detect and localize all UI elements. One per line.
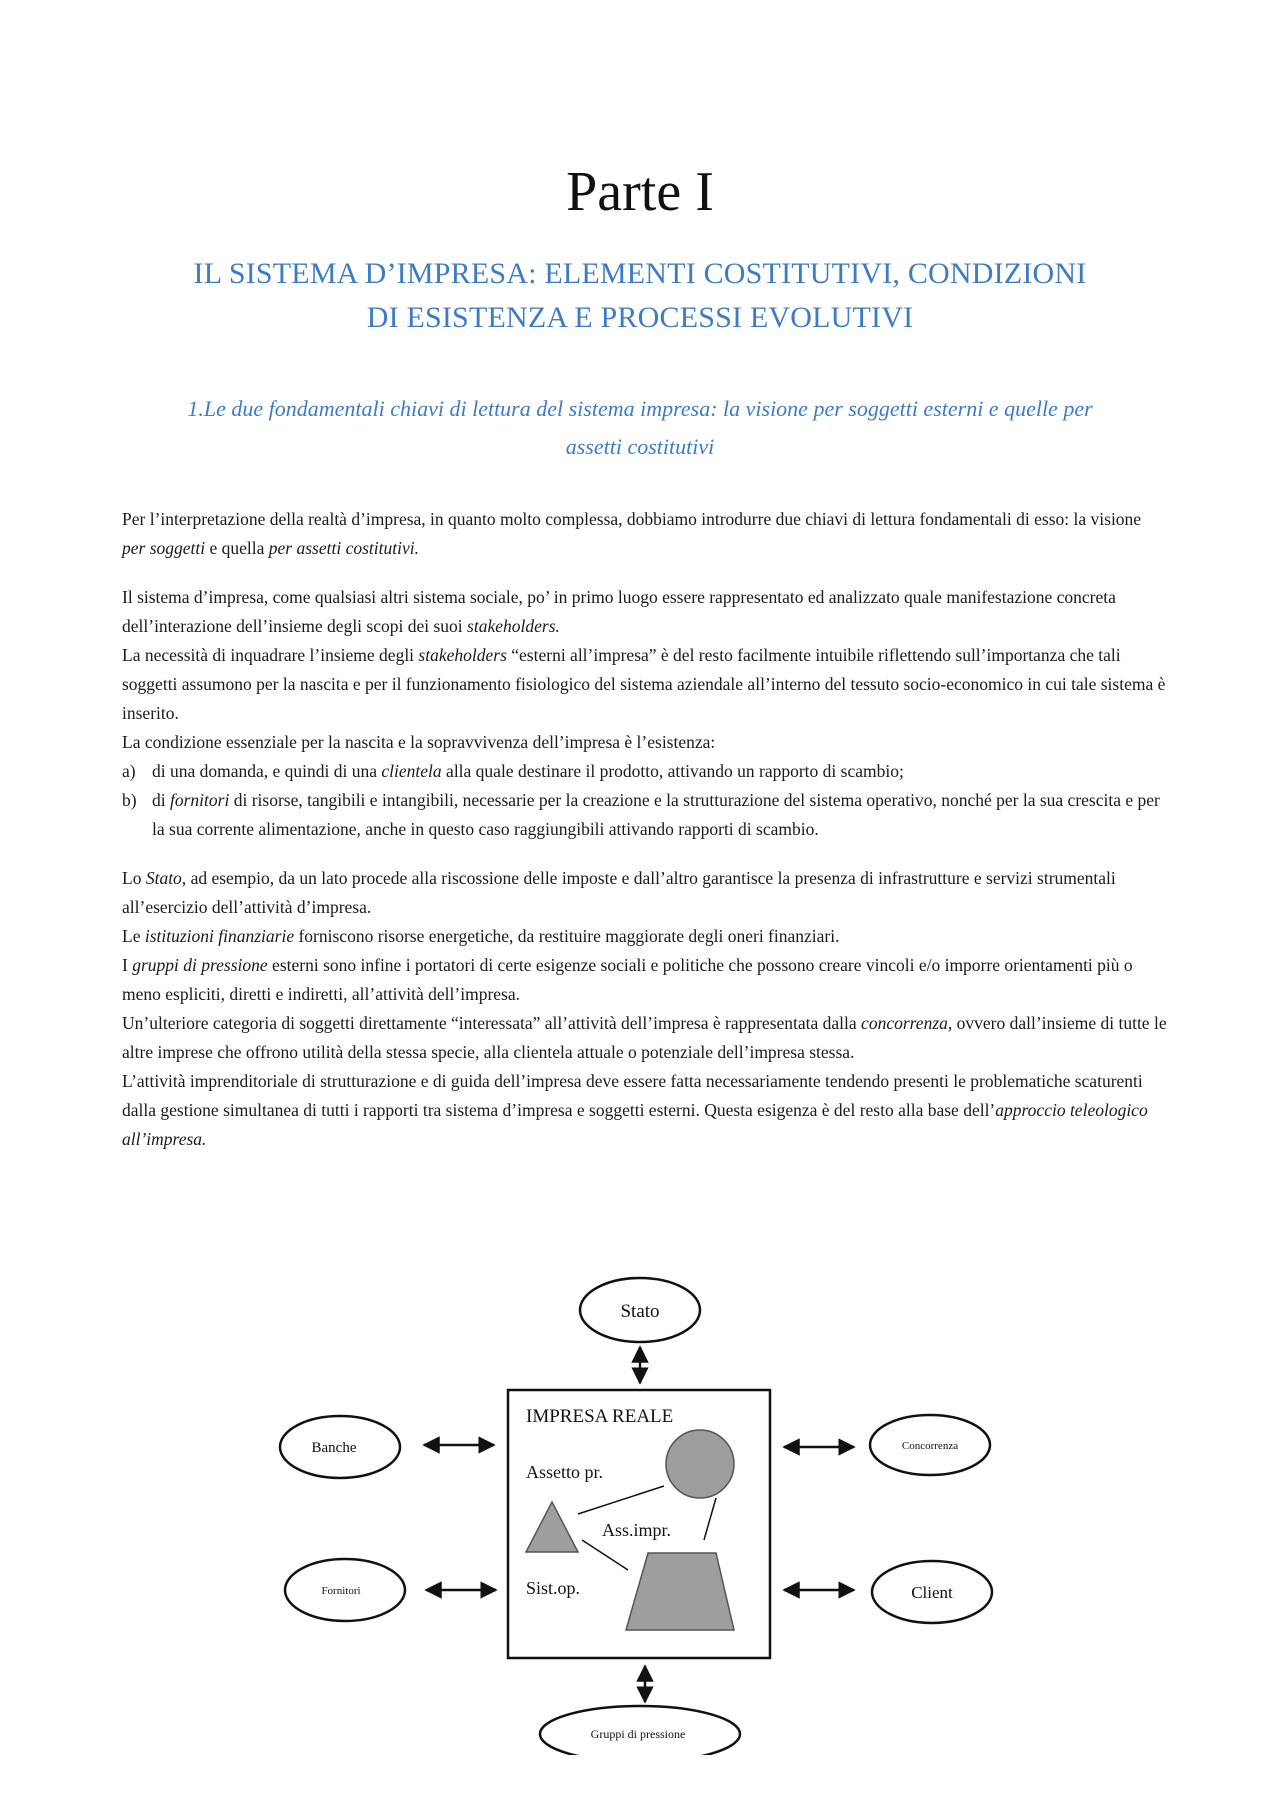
paragraph-gruppi (122, 951, 1167, 1009)
paragraph-attivita (122, 1067, 1167, 1154)
node-gruppi-label: Gruppi di pressione (590, 1727, 686, 1741)
section-title (120, 390, 1160, 466)
assetto-pr-label: Assetto pr. (526, 1462, 604, 1482)
text-run: ovvero dall’insieme di tutte le altre imprese che offrono utilità della stessa specie, alla clientela attuale o potenziale dell’impresa stessa. (122, 1013, 1167, 1062)
text-run: “esterni all’impresa” è del resto facilmente intuibile riflettendo sull’importanza che tali soggetti assumono per la nascita e per il funzionamento fisiologico del sistema aziendale all’interno del tessuto socio-economico in cui tale sistema è inserito. (122, 645, 1166, 723)
list-marker: a) (122, 761, 136, 781)
text-run: L’attività imprenditoriale di strutturazione e di guida dell’impresa deve essere fatta necessariamente tendendo presenti le problematiche scaturenti dalla gestione simultanea di tutti i rapporti tra sistema d’impresa e soggetti esterni. Questa esigenza è del resto alla base dell’ (122, 1071, 1143, 1120)
paragraph-concorrenza (122, 1009, 1167, 1067)
node-fornitori-label: Fornitori (321, 1585, 361, 1597)
emphasis: per soggetti (122, 538, 206, 558)
node-banche (280, 1416, 400, 1478)
section-title-line2: assetti costitutivi (565, 434, 715, 459)
chapter-title (120, 252, 1160, 340)
text-run: Un’ulteriore categoria di soggetti direttamente “interessata” all’attività dell’impresa è rappresentata dalla (122, 1013, 862, 1033)
body-text-block-1 (122, 505, 1167, 1154)
assetto-proprietario-circle (666, 1430, 734, 1498)
emphasis: stakeholders. (467, 616, 560, 636)
text-run: Lo (122, 868, 146, 888)
stakeholder-diagram (0, 1275, 1280, 1755)
node-fornitori (285, 1559, 405, 1621)
list-text (152, 786, 1167, 844)
text-run: e quella (205, 538, 269, 558)
node-concorrenza (870, 1415, 990, 1475)
node-gruppi-di-pressione (540, 1706, 740, 1755)
emphasis: gruppi di pressione (132, 955, 268, 975)
paragraph-istituzioni (122, 922, 1167, 951)
emphasis: istituzioni finanziarie (144, 926, 295, 946)
chapter-title-line2: DI ESISTENZA E PROCESSI EVOLUTIVI (366, 301, 914, 334)
sist-op-label: Sist.op. (526, 1578, 581, 1598)
chapter-title-line1: IL SISTEMA D’IMPRESA: ELEMENTI COSTITUTIVI, CONDIZIONI (193, 257, 1087, 290)
text-run: ad esempio, da un lato procede alla riscossione delle imposte e dall’altro garantisce la presenza di infrastrutture e servizi strumentali all’esercizio dell’attività d’impresa. (122, 868, 1116, 917)
list-item-b (122, 786, 1167, 844)
impresa-reale-title: IMPRESA REALE (526, 1406, 674, 1427)
list-marker: b) (122, 790, 137, 810)
section-title-line1: 1.Le due fondamentali chiavi di lettura del sistema impresa: la visione per soggetti esterni e quelle per (187, 396, 1093, 421)
paragraph-intro (122, 505, 1167, 563)
node-stato-label: Stato (620, 1301, 660, 1322)
paragraph-sistema (122, 583, 1167, 641)
text-run: La necessità di inquadrare l’insieme degli (122, 645, 419, 665)
impresa-reale-box (508, 1390, 770, 1658)
emphasis: Stato, (145, 868, 187, 888)
emphasis: fornitori (170, 790, 230, 810)
text-run: di risorse, tangibili e intangibili, necessarie per la creazione e la strutturazione del sistema operativo, nonché per la sua crescita e per la sua corrente alimentazione, anche in questo caso raggiungibili attivando rapporti di scambio. (152, 790, 1160, 839)
text-run: Per l’interpretazione della realtà d’impresa, in quanto molto complessa, dobbiamo introdurre due chiavi di lettura fondamentali di esso: la visione (122, 509, 1142, 529)
node-stato (580, 1278, 700, 1342)
paragraph-stato (122, 864, 1167, 922)
emphasis: clientela (381, 761, 442, 781)
emphasis: approccio teleologico all’impresa. (122, 1100, 1148, 1149)
paragraph-condizione: La condizione essenziale per la nascita e la sopravvivenza dell’impresa è l’esistenza: (122, 732, 716, 752)
text-run: Le (122, 926, 145, 946)
node-client-label: Client (911, 1583, 953, 1602)
emphasis: concorrenza, (861, 1013, 953, 1033)
list-text (152, 757, 1167, 786)
ass-impr-label: Ass.impr. (602, 1520, 672, 1540)
node-client (872, 1561, 992, 1623)
text-run: alla quale destinare il prodotto, attivando un rapporto di scambio; (441, 761, 904, 781)
emphasis: stakeholders (418, 645, 507, 665)
text-run: Il sistema d’impresa, come qualsiasi altri sistema sociale, po’ in primo luogo essere rappresentato ed analizzato quale manifestazione concreta dell’interazione dell’insieme degli scopi dei suoi (122, 587, 1116, 636)
emphasis: per assetti costitutivi. (268, 538, 419, 558)
text-run: forniscono risorse energetiche, da restituire maggiorate degli oneri finanziari. (294, 926, 840, 946)
text-run: I (122, 955, 133, 975)
node-concorrenza-label: Concorrenza (901, 1440, 959, 1452)
list-item-a (122, 757, 1167, 786)
text-run: di (152, 790, 170, 810)
part-title: Parte I (566, 161, 714, 223)
text-run: esterni sono infine i portatori di certe esigenze sociali e politiche che possono creare vincoli e/o imporre orientamenti più o meno espliciti, diretti e indiretti, all’attività dell’impresa. (122, 955, 1133, 1004)
node-banche-label: Banche (311, 1440, 357, 1456)
paragraph-necessita (122, 641, 1167, 728)
text-run: di una domanda, e quindi di una (152, 761, 382, 781)
